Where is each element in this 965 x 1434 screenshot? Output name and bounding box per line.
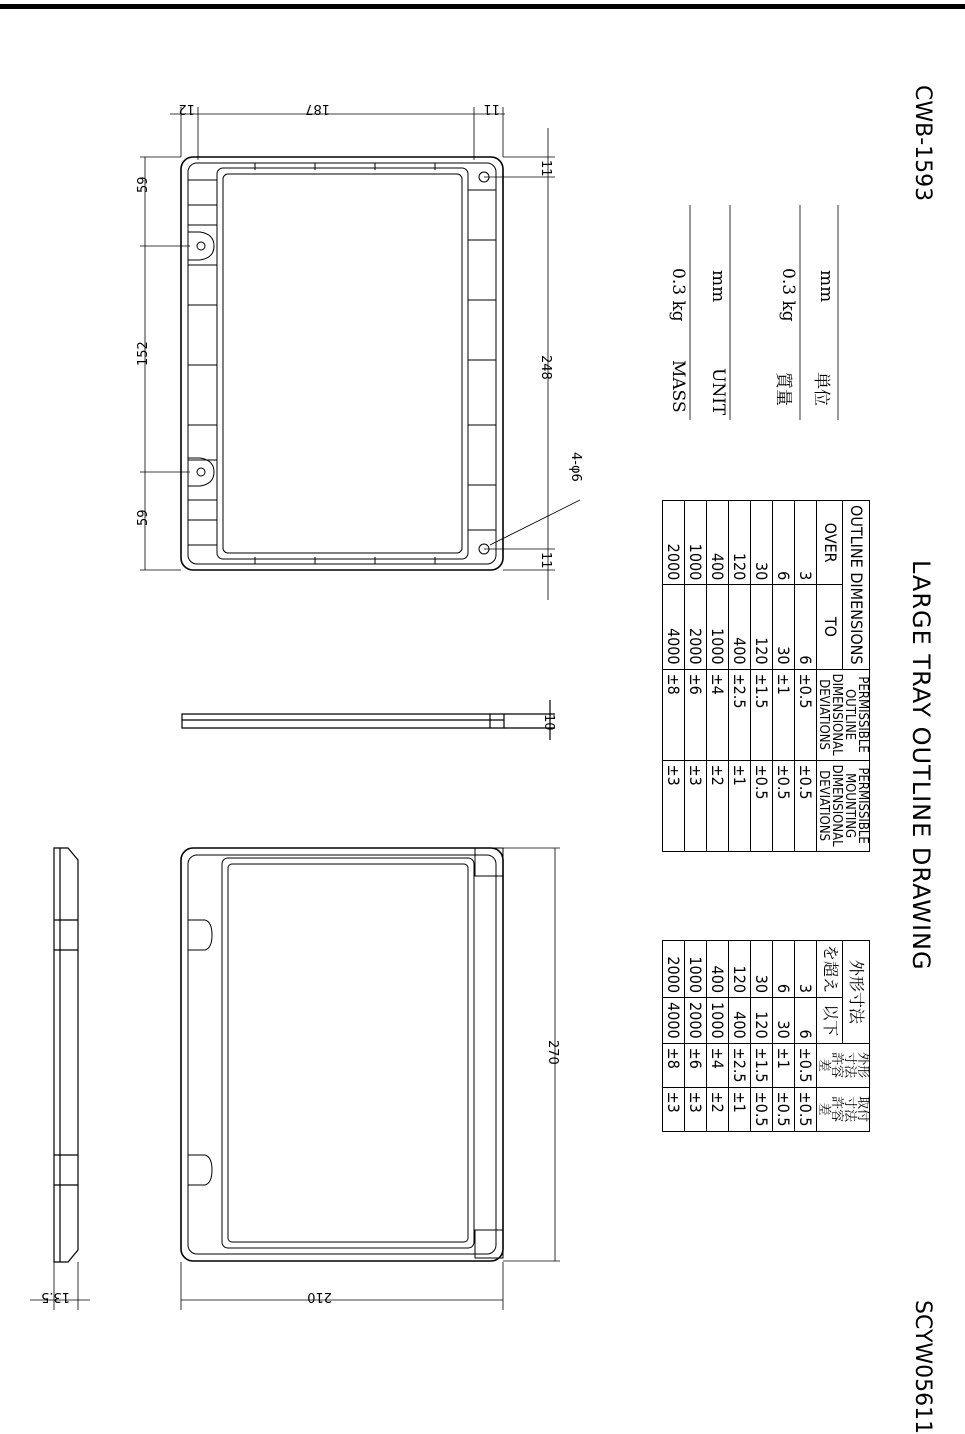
cell-to: 2000 [685,585,707,669]
mass-unit-jp: kg [778,300,798,322]
tolerance-table-jp-grid [662,940,870,1132]
cell-outline-dev: ±8 [663,1043,685,1087]
cell-over: 6 [773,941,795,998]
tolerance-table-en [662,500,870,852]
cell-over: 400 [707,941,729,998]
cell-outline-dev: ±0.5 [795,669,817,760]
cell-to: 6 [795,585,817,669]
cell-to: 400 [729,998,751,1044]
tray-edge-view [54,848,78,1262]
cell-mount-dev: ±0.5 [773,1087,795,1131]
cell-mount-dev: ±2 [707,760,729,851]
tray-bottom-view [181,848,503,1261]
cell-over: 2000 [663,941,685,998]
dim-11-top: 11 [483,101,500,116]
drawing-title: LARGE TRAY OUTLINE DRAWING [907,560,935,971]
th-perm-mount-jp: 取付寸法 許容差 [817,1087,870,1131]
cell-over: 120 [729,501,751,585]
cell-over: 3 [795,941,817,998]
cell-outline-dev: ±0.5 [795,1043,817,1087]
th-to: TO [817,585,844,669]
tolerance-rows-en [663,501,817,852]
cell-mount-dev: ±0.5 [751,760,773,851]
dim-270: 270 [545,1040,560,1065]
cell-mount-dev: ±0.5 [751,1087,773,1131]
tray-top-view [181,157,503,570]
cell-to: 6 [795,998,817,1044]
table-row [729,941,751,1132]
cell-over: 1000 [685,941,707,998]
mounting-tab-lower [188,458,214,486]
cell-mount-dev: ±3 [685,760,707,851]
table-row [751,941,773,1132]
cell-to: 1000 [707,585,729,669]
drawing-number: CWB-1593 [910,85,935,202]
cell-over: 400 [707,501,729,585]
th-over-jp: を超え [817,941,844,998]
mass-value-jp [778,268,798,322]
cell-to: 2000 [685,998,707,1044]
dim-11-right-top: 11 [538,160,553,177]
table-row [729,501,751,852]
tray-side-view [182,700,555,740]
table-row [685,501,707,852]
dim-13-5: 13.5 [41,1289,70,1304]
cell-to: 400 [729,585,751,669]
unit-value: mm [708,270,728,303]
th-to-jp: 以下 [817,998,844,1044]
dim-59-bottom: 59 [136,509,151,526]
cell-to: 30 [773,585,795,669]
table-row [773,941,795,1132]
cell-mount-dev: ±2 [707,1087,729,1131]
mass-number-jp: 0.3 [778,268,798,296]
th-outline-dimensions: OUTLINE DIMENSIONS [843,501,870,670]
dim-11-right-bottom: 11 [538,552,553,569]
unit-value-jp: mm [816,270,836,303]
cell-outline-dev: ±1.5 [751,1043,773,1087]
dim-holes: 4-φ6 [568,452,583,482]
table-row [773,501,795,852]
dim-248: 248 [538,355,553,380]
cell-over: 6 [773,501,795,585]
tolerance-table-en-grid [662,500,870,852]
dim-59-top: 59 [136,176,151,193]
cell-outline-dev: ±4 [707,1043,729,1087]
cell-mount-dev: ±1 [729,760,751,851]
mass-unit: kg [668,300,688,322]
mass-value [668,268,688,322]
cell-mount-dev: ±0.5 [795,1087,817,1131]
cell-outline-dev: ±2.5 [729,1043,751,1087]
mass-label: MASS [668,360,688,413]
cell-over: 30 [751,941,773,998]
cell-outline-dev: ±6 [685,669,707,760]
cell-over: 2000 [663,501,685,585]
dim-12: 12 [178,101,195,116]
dim-152: 152 [136,341,151,366]
cell-to: 4000 [663,998,685,1044]
cell-outline-dev: ±1.5 [751,669,773,760]
table-row [685,941,707,1132]
mass-number: 0.3 [668,268,688,296]
table-row [751,501,773,852]
cell-outline-dev: ±4 [707,669,729,760]
th-over: OVER [817,501,844,585]
mass-label-jp: 質量 [773,372,793,406]
cell-outline-dev: ±8 [663,669,685,760]
dim-10: 10 [541,714,556,731]
table-row [707,501,729,852]
th-perm-outline: PERMISSIBLE OUTLINE DIMENSIONAL DEVIATIONS [817,669,870,760]
cell-to: 120 [751,585,773,669]
cell-over: 1000 [685,501,707,585]
cell-to: 4000 [663,585,685,669]
header-rule [0,4,965,9]
cell-over: 3 [795,501,817,585]
cell-outline-dev: ±1 [773,669,795,760]
cell-over: 30 [751,501,773,585]
th-perm-mount: PERMISSIBLE MOUNTING DIMENSIONAL DEVIATIONS [817,760,870,851]
tolerance-table-jp [662,940,870,1132]
cell-outline-dev: ±1 [773,1043,795,1087]
cell-mount-dev: ±0.5 [795,760,817,851]
unit-label: UNIT [708,368,728,416]
cell-to: 30 [773,998,795,1044]
dim-210: 210 [307,1289,332,1304]
cell-mount-dev: ±3 [663,760,685,851]
doc-code: SCYW05611 [910,1300,935,1434]
table-row [663,941,685,1132]
cell-mount-dev: ±0.5 [773,760,795,851]
th-perm-outline-jp: 外形寸法 許容差 [817,1043,870,1087]
cell-over: 120 [729,941,751,998]
table-row [795,501,817,852]
cell-mount-dev: ±3 [663,1087,685,1131]
unit-label-jp: 単位 [811,372,831,406]
mounting-tab-upper [188,232,214,260]
th-outline-jp: 外形寸法 [843,941,870,1044]
cell-mount-dev: ±1 [729,1087,751,1131]
tolerance-rows-jp [663,941,817,1132]
cell-outline-dev: ±2.5 [729,669,751,760]
table-row [795,941,817,1132]
cell-to: 1000 [707,998,729,1044]
table-row [663,501,685,852]
dim-187: 187 [305,101,330,116]
cell-mount-dev: ±3 [685,1087,707,1131]
cell-to: 120 [751,998,773,1044]
cell-outline-dev: ±6 [685,1043,707,1087]
table-row [707,941,729,1132]
